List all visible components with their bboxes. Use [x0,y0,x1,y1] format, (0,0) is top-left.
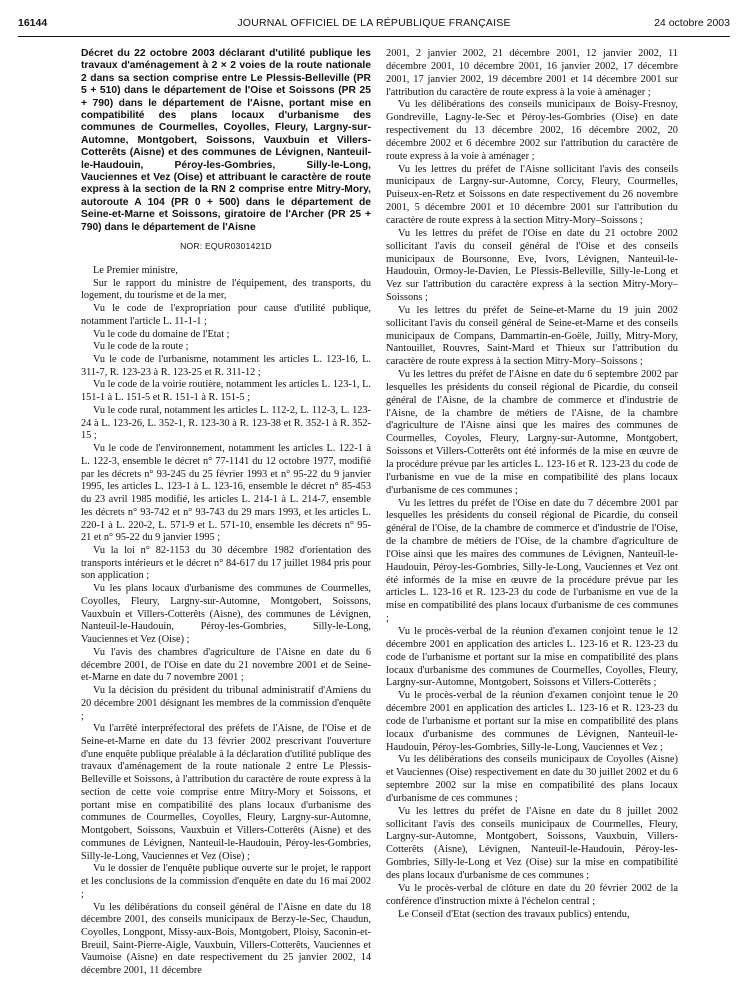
left-column [81,48,371,978]
right-paragraph: Vu les lettres du préfet de l'Oise en date du 21 octobre 2002 sollicitant l'avis du conseil général de l'Oise et des conseils municipaux de Boursonne, Eve, Ivors, Lévignen, Nanteuil-le-Haudouin, Ormoy-le-Davien, Le Plessis-Belleville, Silly-le-Long et Vez sur l'attribution du caractère express à la section Mitry-Mory–Soissons ; [386,227,678,304]
left-paragraph: Vu la décision du président du tribunal administratif d'Amiens du 20 décembre 2001 désignant les membres de la commission d'enquête ; [81,685,371,722]
right-paragraph: 2001, 2 janvier 2002, 21 décembre 2001, 12 janvier 2002, 11 décembre 2001, 10 décembre 2001, 16 janvier 2002, 17 décembre 2001, 17 janvier 2002, 19 décembre 2001 et 14 décembre 2001 sur l'attribution du caractère de route express à la voie à aménager ; [386,48,678,98]
left-paragraph: Vu le code de la voirie routière, notamment les articles L. 123-1, L. 151-1 à L. 151-5 et R. 151-1 à R. 151-5 ; [81,379,371,404]
left-paragraph: Sur le rapport du ministre de l'équipement, des transports, du logement, du tourisme et de la mer, [81,277,371,302]
left-paragraph: Vu le code rural, notamment les articles L. 112-2, L. 112-3, L. 123-24 à L. 123-26, L. 352-1, R. 123-30 à R. 123-38 et R. 352-1 à R. 352-15 ; [81,404,371,442]
left-paragraph: Vu les délibérations du conseil général de l'Aisne en date du 18 décembre 2001, des conseils municipaux de Berzy-le-Sec, Chaudun, Coyolles, Longpont, Missy-aux-Bois, Montgobert, Ploisy, Saconin-et-Breuil, Saint-Pierre-Aigle, Vauxbuin, Villers-Cotterêts, Vauciennes et Vaumoise (Aisne) en date respectivement du 25 janvier 2002, 14 décembre 2001, 11 décembre [81,901,371,977]
right-paragraph: Vu le procès-verbal de la réunion d'examen conjoint tenue le 20 décembre 2001 en application des articles L. 123-16 et R. 123-23 du code de l'urbanisme et portant sur la mise en compatibilité des plans locaux d'urbanisme des communes de Lévignen, Nanteuil-le-Haudouin, Péroy-les-Gombries, Silly-le-Long, Vauciennes et Vez ; [386,690,678,753]
left-paragraph: Vu le code du domaine de l'Etat ; [93,328,230,340]
left-paragraph: Vu le code de l'urbanisme, notamment les articles L. 123-16, L. 311-7, R. 123-23 à R. 123-25 et R. 311-12 ; [81,353,371,378]
right-paragraph: Vu le procès-verbal de la réunion d'examen conjoint tenue le 12 décembre 2001 en application des articles L. 123-16 et R. 123-23 du code de l'urbanisme et portant sur la mise en compatibilité des plans locaux d'urbanisme des communes de Courmelles, Coyolles, Fleury, Largny-sur-Automne, Montgobert, Soissons et Villers-Cotterêts ; [386,625,678,689]
left-paragraph: Vu l'arrêté interpréfectoral des préfets de l'Aisne, de l'Oise et de Seine-et-Marne en date du 13 février 2002 prescrivant l'ouverture d'une enquête publique préalable à la déclaration d'utilité publique des travaux d'aménagement de la route nationale 2 entre Le Plessis-Belleville et Soissons, à l'attribution du caractère de route express à la section de cette voie comprise entre Mitry-Mory et Soissons, et portant mise en compatibilité des plans locaux d'urbanisme des communes de Courmelles, Coyolles, Fleury, Largny-sur-Automne, Montgobert, Soissons, Vauxbuin et Villers-Cotterêts (Aisne) et des communes de Lévignen, Nanteuil-le-Haudouin, Péroy-les-Gombries, Silly-le-Long, Vauciennes et Vez (Oise) ; [81,723,371,862]
right-paragraph: Vu les lettres du préfet de l'Aisne en date du 8 juillet 2002 sollicitant l'avis des conseils municipaux de Courmelles, Fleury, Largny-sur-Automne, Montgobert, Soissons, Vauxbuin, Villers-Cotterêts (Aisne), Lévignen, Nanteuil-le-Haudouin, Péroy-les-Gombries, Silly-le-Long et Vez (Oise) sur la mise en compatibilité des plans locaux d'urbanisme de ces communes ; [386,805,678,881]
right-paragraph: Vu les délibérations des conseils municipaux de Boisy-Fresnoy, Gondreville, Lagny-le-Sec et Péroy-les-Gombries (Oise) en date respectivement du 13 décembre 2002, 16 décembre 2002, 20 décembre 2002 et 6 décembre 2002 sur l'attribution du caractère de route express à la voie à aménager ; [386,99,678,162]
right-paragraph: Le Conseil d'Etat (section des travaux publics) entendu, [398,908,630,920]
right-column [386,48,678,921]
right-paragraph: Vu les lettres du préfet de Seine-et-Marne du 19 juin 2002 sollicitant l'avis du conseil général de Seine-et-Marne et des conseils municipaux de Compans, Dammartin-en-Goële, Juilly, Mitry-Mory, Nantouillet, Rouvres, Saint-Mard et Thieux sur l'attribution du caractère de route express à la section Mitry-Mory–Soissons ; [386,304,678,368]
left-paragraph: Vu la loi n° 82-1153 du 30 décembre 1982 d'orientation des transports intérieurs et le décret n° 84-617 du 17 juillet 1984 pris pour son application ; [81,544,371,582]
header-rule [18,36,730,37]
page-header [18,17,730,33]
left-paragraph: Vu le code de l'environnement, notamment les articles L. 122-1 à L. 122-3, ensemble le décret n° 77-1141 du 12 octobre 1977, modifié par les décrets n° 93-245 du 25 février 1993 et n° 95-22 du 9 janvier 1995, les articles L. 123-1 à L. 123-16, ensemble le décret n° 85-453 du 23 avril 1985 modifié, les articles L. 214-1 à L. 214-7, ensemble les décrets n° 93-742 et n° 93-743 du 29 mars 1993, et les articles L. 220-1 à L. 220-2, L. 571-9 et L. 571-10, ensemble les décrets n° 95-21 et n° 95-22 du 9 janvier 1995 ; [81,443,371,544]
right-paragraph: Vu les lettres du préfet de l'Aisne en date du 6 septembre 2002 par lesquelles les présidents du conseil régional de Picardie, du conseil général de l'Aisne, de la chambre de commerce et d'industrie de l'Aisne, de la chambre de métiers de l'Aisne, de la chambre d'agriculture de l'Aisne ainsi que les maires des communes de Courmelles, Coyoles, Fleury, Largny-sur-Automne, Montgobert, Soissons et Villers-Cotterêts ont été informés de la mise en œuvre de la procédure prévue par les articles L. 123-16 et R. 123-23 du code de l'urbanisme en vue de la mise en compatibilité des plans locaux d'urbanisme de ces communes ; [386,369,678,496]
left-paragraph: Vu le code de la route ; [93,341,189,353]
right-paragraph: Vu les lettres du préfet de l'Aisne sollicitant l'avis des conseils municipaux de Largny-sur-Automne, Corcy, Fleury, Courmelles, Puiseux-en-Retz et Soissons en date respectivement du 26 novembre 2001, 5 décembre 2001 et 10 décembre 2001 sur l'attribution du caractère de route express à la section Mitry-Mory–Soissons ; [386,163,678,226]
right-paragraph: Vu les délibérations des conseils municipaux de Coyolles (Aisne) et Vauciennes (Oise) respectivement en date du 30 juillet 2002 et du 6 septembre 2002 sur la mise en compatibilité des plans locaux d'urbanisme de ces communes ; [386,754,678,804]
left-paragraph: Vu le code de l'expropriation pour cause d'utilité publique, notamment l'article L. 11-1-1 ; [81,303,371,327]
left-paragraph: Le Premier ministre, [93,264,178,276]
issue-date: 24 octobre 2003 [654,17,730,29]
right-paragraph: Vu le procès-verbal de clôture en date du 20 février 2002 de la conférence d'instruction mixte à l'échelon central ; [386,882,678,907]
decree-title: Décret du 22 octobre 2003 déclarant d'utilité publique les travaux d'aménagement à 2 × 2 voies de la route nationale 2 dans sa section comprise entre Le Plessis-Belleville (PR 5 + 510) dans le département de l'Oise et Soissons (PR 25 + 790) dans le département de l'Aisne, portant mise en compatibilité des plans locaux d'urbanisme des communes de Courmelles, Coyolles, Fleury, Largny-sur-Automne, Montgobert, Soissons, Vauxbuin et Villers-Cotterêts (Aisne) et des communes de Lévignen, Nanteuil-le-Haudouin, Péroy-les-Gombries, Silly-le-Long, Vauciennes et Vez (Oise) et attribuant le caractère de route express à la section de la RN 2 comprise entre Mitry-Mory, autoroute A 104 (PR 0 + 500) dans le département de Seine-et-Marne et Soissons, giratoire de l'Archer (PR 25 + 790) dans le département de l'Aisne [81,48,371,233]
left-paragraph: Vu l'avis des chambres d'agriculture de l'Aisne en date du 6 décembre 2001, de l'Oise en date du 21 novembre 2001 et de Seine-et-Marne en date du 7 novembre 2001 ; [81,646,371,684]
right-paragraph: Vu les lettres du préfet de l'Oise en date du 7 décembre 2001 par lesquelles les présidents du conseil régional de Picardie, du conseil général de l'Oise, de la chambre de commerce et d'industrie de l'Oise, de la chambre de métiers de l'Oise, de la chambre d'agriculture de l'Oise ainsi que les maires des communes de Lévignen, Nanteuil-le-Haudouin, Péroy-les-Gombries, Silly-le-Long, Vauciennes et Vez ont été informés de la mise en œuvre de la procédure prévue par les articles L. 123-16 et R. 123-23 du code de l'urbanisme en vue de la mise en compatibilité des plans locaux d'urbanisme de ces communes ; [386,497,678,625]
page-number: 16144 [18,17,48,29]
nor-reference: NOR: EQUR0301421D [180,241,272,252]
left-paragraph: Vu le dossier de l'enquête publique ouverte sur le projet, le rapport et les conclusions de la commission d'enquête en date du 16 mai 2002 ; [81,863,371,900]
left-paragraph: Vu les plans locaux d'urbanisme des communes de Courmelles, Coyolles, Fleury, Largny-sur-Automne, Montgobert, Soissons, Vauxbuin et Villers-Cotterêts (Aisne), des communes de Lévignen, Nanteuil-le-Haudouin, Péroy-les-Gombries, Silly-le-Long, Vauciennes et Vez (Oise) ; [81,583,371,646]
journal-title: JOURNAL OFFICIEL DE LA RÉPUBLIQUE FRANÇAISE [237,17,511,29]
